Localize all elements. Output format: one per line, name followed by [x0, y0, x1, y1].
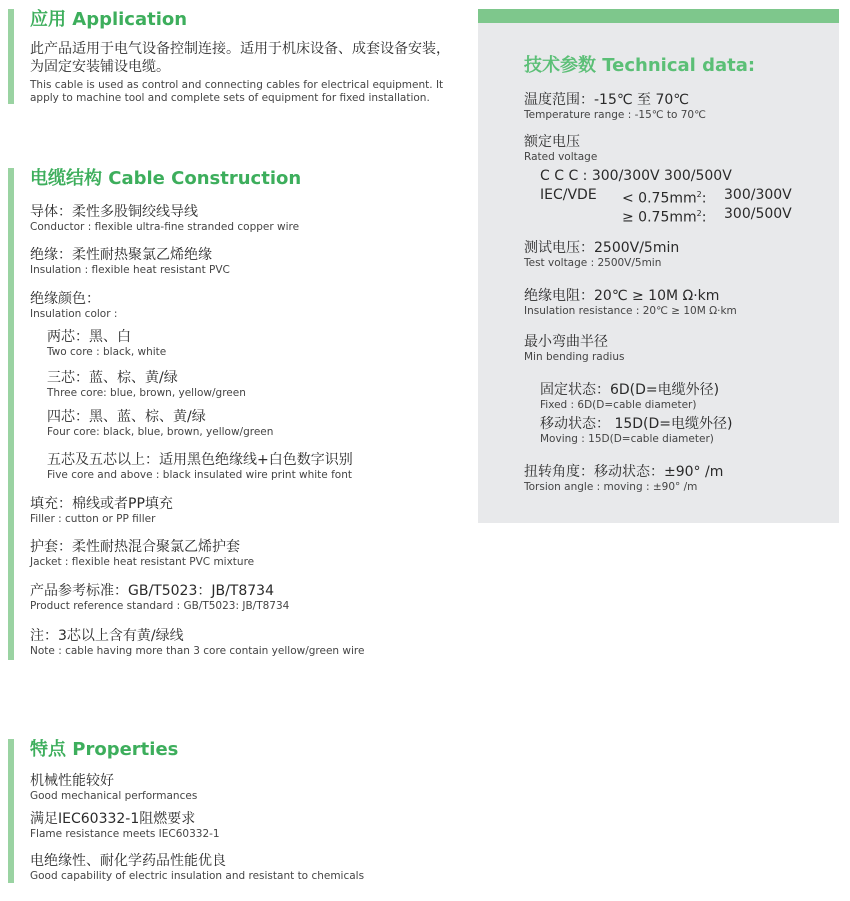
four-core-zh: 四芯：黑、蓝、棕、黄/绿 [47, 409, 206, 425]
lt-sup: 2 [696, 190, 702, 199]
ge-colon: : [701, 209, 707, 226]
jacket-zh: 护套：柔性耐热混合聚氯乙烯护套 [30, 539, 240, 555]
technical-heading: 技术参数 Technical data: [524, 55, 756, 76]
four-core-item [47, 408, 273, 439]
rated-voltage-item [524, 133, 597, 164]
rated-voltage-en: Rated voltage [524, 151, 598, 163]
filler-en: Filler : cutton or PP filler [30, 513, 156, 525]
ccc-voltage: C C C : 300/300V 300/500V [540, 168, 732, 184]
five-core-item [47, 451, 353, 482]
property-3 [30, 852, 364, 883]
note-en: Note : cable having more than 3 core contain yellow/green wire [30, 645, 365, 657]
ge-text: ≥ 0.75mm [622, 209, 697, 226]
two-core-zh: 两芯：黑、白 [47, 329, 131, 345]
temperature-item [524, 91, 706, 122]
five-core-zh: 五芯及五芯以上：适用黑色绝缘线+白色数字识别 [47, 452, 353, 468]
fixed-item [540, 381, 719, 412]
note-zh: 注：3芯以上含有黄/绿线 [30, 628, 184, 644]
fixed-zh: 固定状态：6D(D=电缆外径) [540, 382, 720, 398]
temperature-en: Temperature range : -15℃ to 70℃ [524, 109, 706, 121]
application-text [30, 40, 450, 105]
resistance-zh: 绝缘电阻：20℃ ≥ 10M Ω·km [524, 288, 720, 304]
filler-zh: 填充：棉线或者PP填充 [30, 496, 173, 512]
construction-bar [8, 168, 14, 660]
standard-item [30, 582, 289, 613]
torsion-en: Torsion angle : moving : ±90° /m [524, 481, 698, 493]
property-2 [30, 810, 220, 841]
property-1-zh: 机械性能较好 [30, 773, 114, 789]
application-bar [8, 9, 14, 104]
bending-zh: 最小弯曲半径 [524, 334, 608, 350]
moving-item [540, 415, 732, 446]
iec-ge-voltage: 300/500V [724, 206, 792, 222]
property-3-zh: 电绝缘性、耐化学药品性能优良 [30, 853, 226, 869]
iec-label: IEC/VDE [540, 187, 597, 203]
properties-heading: 特点 Properties [30, 739, 179, 760]
resistance-en: Insulation resistance : 20℃ ≥ 10M Ω·km [524, 305, 737, 317]
iec-ge-size [622, 205, 706, 227]
application-heading: 应用 Application [30, 9, 188, 30]
property-3-en: Good capability of electric insulation and resistant to chemicals [30, 870, 365, 882]
application-en: This cable is used as control and connecting cables for electrical equipment. It apply to machine tool and complete sets of equipment for fixed installation. [30, 79, 444, 104]
five-core-en: Five core and above : black insulated wire print white font [47, 469, 352, 481]
three-core-item [47, 369, 246, 400]
jacket-item [30, 538, 254, 569]
construction-heading: 电缆结构 Cable Construction [30, 168, 302, 189]
standard-zh: 产品参考标准：GB/T5023：JB/T8734 [30, 583, 274, 599]
rated-voltage-zh: 额定电压 [524, 134, 580, 150]
conductor-zh: 导体：柔性多股铜绞线导线 [30, 204, 198, 220]
technical-panel-top-bar [478, 9, 839, 23]
three-core-en: Three core: blue, brown, yellow/green [47, 387, 246, 399]
torsion-item [524, 463, 723, 494]
insulation-zh: 绝缘：柔性耐热聚氯乙烯绝缘 [30, 247, 212, 263]
properties-bar [8, 739, 14, 883]
test-voltage-en: Test voltage : 2500V/5min [524, 257, 662, 269]
conductor-item [30, 203, 299, 234]
three-core-zh: 三芯：蓝、棕、黄/绿 [47, 370, 178, 386]
lt-colon: : [701, 190, 707, 207]
conductor-en: Conductor : flexible ultra-fine stranded copper wire [30, 221, 300, 233]
bending-en: Min bending radius [524, 351, 625, 363]
insulation-en: Insulation : flexible heat resistant PVC [30, 264, 230, 276]
iec-lt-voltage: 300/300V [724, 187, 792, 203]
insulation-color-item [30, 290, 117, 321]
two-core-item [47, 328, 166, 359]
torsion-zh: 扭转角度：移动状态：±90° /m [524, 464, 724, 480]
four-core-en: Four core: black, blue, brown, yellow/green [47, 426, 274, 438]
test-voltage-item [524, 239, 679, 270]
lt-text: < 0.75mm [622, 190, 697, 207]
temperature-zh: 温度范围：-15℃ 至 70℃ [524, 92, 690, 108]
property-2-zh: 满足IEC60332-1阻燃要求 [30, 811, 196, 827]
resistance-item [524, 287, 737, 318]
property-1 [30, 772, 197, 803]
property-2-en: Flame resistance meets IEC60332-1 [30, 828, 220, 840]
color-zh: 绝缘颜色： [30, 291, 100, 307]
test-voltage-zh: 测试电压：2500V/5min [524, 240, 680, 256]
fixed-en: Fixed : 6D(D=cable diameter) [540, 399, 697, 411]
insulation-item [30, 246, 230, 277]
jacket-en: Jacket : flexible heat resistant PVC mixture [30, 556, 255, 568]
filler-item [30, 495, 173, 526]
color-en: Insulation color : [30, 308, 118, 320]
ge-sup: 2 [696, 209, 702, 218]
moving-zh: 移动状态： 15D(D=电缆外径) [540, 416, 733, 432]
application-zh: 此产品适用于电气设备控制连接。适用于机床设备、成套设备安装，为固定安装铺设电缆。 [30, 41, 450, 75]
note-item [30, 627, 364, 658]
bending-item [524, 333, 624, 364]
standard-en: Product reference standard : GB/T5023: JB/T8734 [30, 600, 290, 612]
property-1-en: Good mechanical performances [30, 790, 198, 802]
moving-en: Moving : 15D(D=cable diameter) [540, 433, 714, 445]
technical-panel [478, 9, 839, 523]
two-core-en: Two core : black, white [47, 346, 167, 358]
